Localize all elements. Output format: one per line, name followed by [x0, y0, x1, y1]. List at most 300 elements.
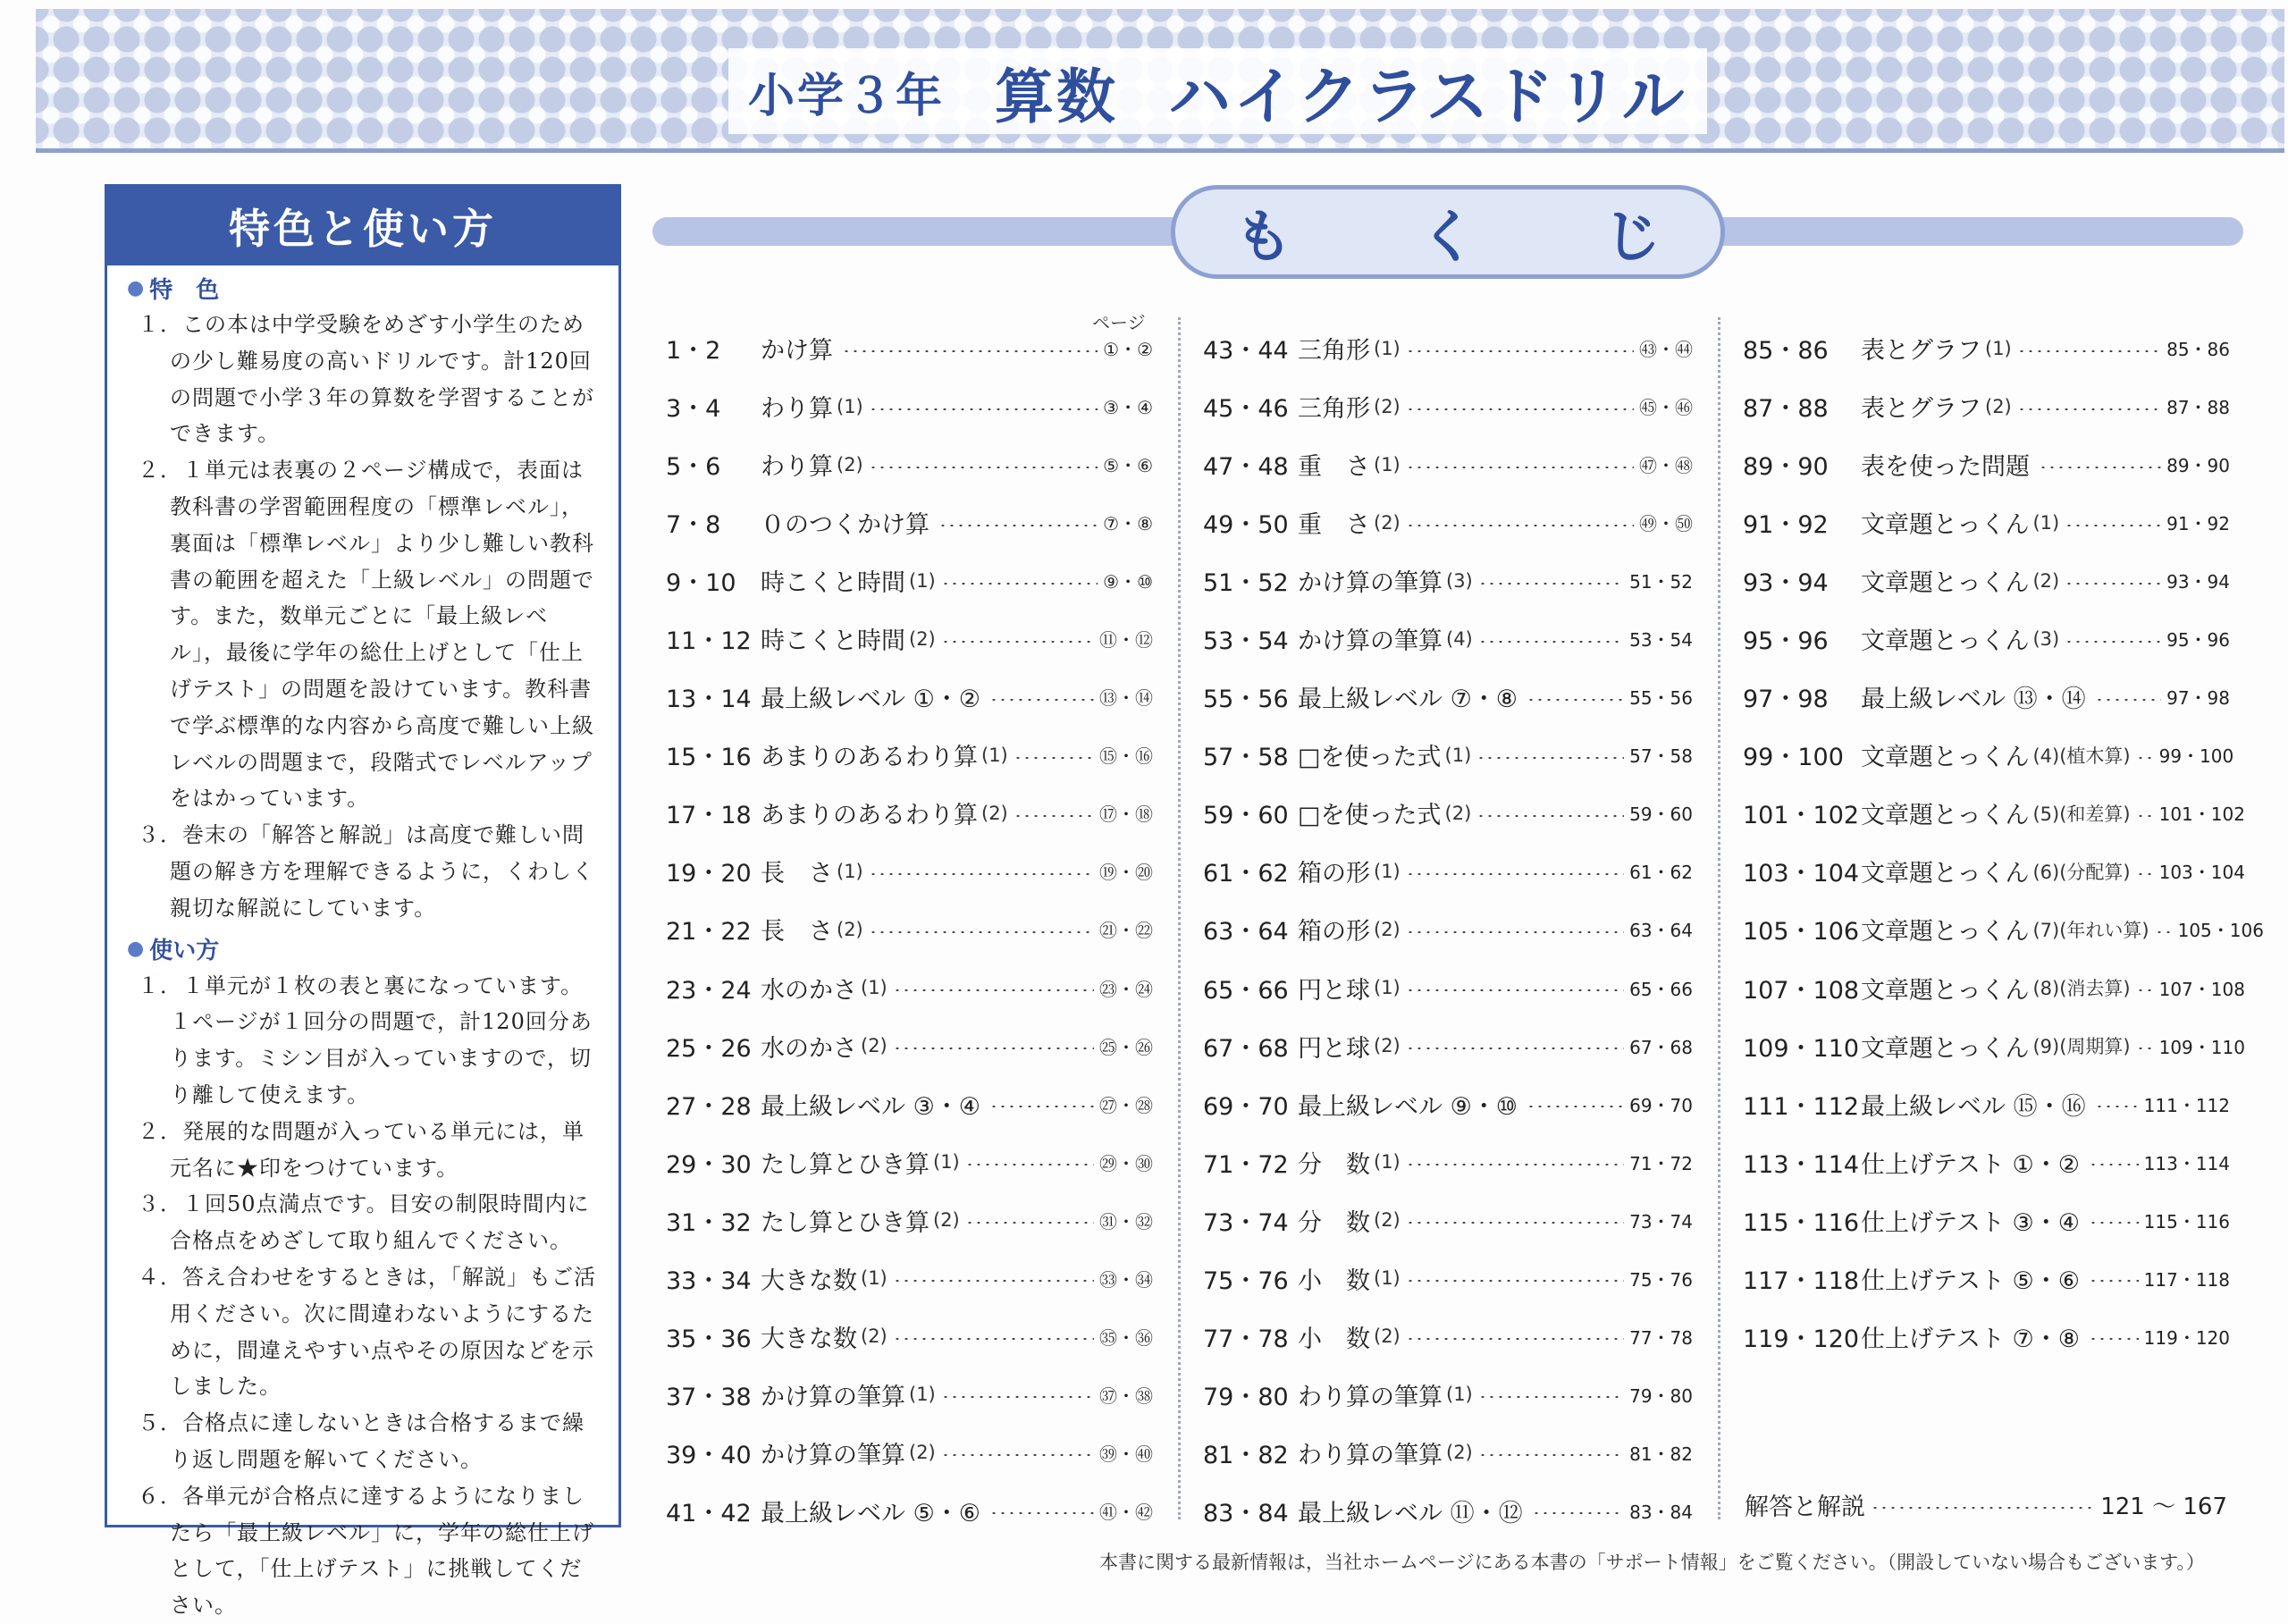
unit-title: 小 数 — [1298, 1325, 1370, 1353]
leader-dots — [869, 873, 1094, 875]
page-numbers: 105・106 — [2177, 920, 2264, 942]
features-panel — [105, 184, 621, 1619]
page-numbers: 65・66 — [1629, 978, 1693, 1000]
leader-dots — [1476, 815, 1624, 817]
unit-title: 最上級レベル ⑤・⑥ — [761, 1499, 980, 1527]
page-numbers: 57・58 — [1629, 745, 1693, 768]
leader-dots — [938, 525, 1098, 526]
page-numbers: ㉑・㉒ — [1099, 920, 1153, 942]
page-numbers: 95・96 — [2166, 629, 2230, 652]
unit-title: たし算とひき算 — [761, 1208, 930, 1237]
leader-dots — [2065, 525, 2161, 526]
page-numbers: 117・118 — [2143, 1268, 2230, 1291]
unit-number: 37・38 — [666, 1383, 752, 1411]
toc-entry[interactable] — [666, 784, 1153, 842]
page-numbers: ㊼・㊽ — [1639, 455, 1693, 477]
feature-item: ２．発展的な問題が入っている単元には，単元名に★印をつけています。 — [138, 1118, 585, 1181]
leader-dots — [1406, 1048, 1624, 1049]
toc-entry[interactable] — [1203, 1250, 1693, 1308]
unit-number: 73・74 — [1203, 1208, 1289, 1237]
answers-pages: 121 ～ 167 — [2100, 1494, 2227, 1521]
toc-entry[interactable] — [1743, 1191, 2230, 1250]
toc-entry[interactable] — [666, 551, 1153, 610]
leader-dots — [1406, 931, 1624, 933]
unit-title: かけ算 — [761, 337, 833, 366]
unit-part: (5)(和差算) — [2032, 803, 2131, 825]
leader-dots — [2155, 931, 2173, 933]
toc-entry[interactable] — [1203, 1075, 1693, 1133]
toc-entry[interactable] — [1203, 551, 1693, 610]
leader-dots — [1406, 1338, 1624, 1340]
page-numbers: 103・104 — [2158, 862, 2245, 884]
page-numbers: ㉕・㉖ — [1099, 1036, 1153, 1058]
leader-dots — [2136, 757, 2154, 759]
page-numbers: 93・94 — [2166, 571, 2230, 593]
leader-dots — [1527, 699, 1624, 701]
toc-entry[interactable] — [666, 668, 1153, 726]
toc-entry[interactable] — [666, 1482, 1153, 1540]
page-numbers: ㉓・㉔ — [1099, 978, 1153, 1000]
unit-title: 最上級レベル ⑮・⑯ — [1861, 1092, 2086, 1121]
toc-entry[interactable] — [666, 319, 1153, 377]
unit-title: たし算とひき算 — [761, 1150, 930, 1179]
toc-entry[interactable] — [1203, 1366, 1693, 1424]
answers-title: 解答と解説 — [1745, 1494, 1865, 1522]
toc-entry[interactable] — [1203, 1424, 1693, 1482]
unit-part: (2) — [861, 1325, 887, 1348]
unit-title: かけ算の筆算 — [1298, 627, 1443, 656]
toc-entry[interactable] — [666, 1250, 1153, 1308]
unit-part: (2) — [1985, 395, 2012, 417]
unit-number: 83・84 — [1203, 1499, 1289, 1527]
toc-entry[interactable] — [1203, 493, 1693, 551]
unit-title: 小 数 — [1298, 1266, 1370, 1295]
answers-entry[interactable] — [1745, 1476, 2227, 1534]
page-numbers: 111・112 — [2143, 1094, 2230, 1116]
unit-part: (9)(周期算) — [2032, 1036, 2131, 1058]
toc-entry[interactable] — [1203, 1482, 1693, 1540]
toc-entry[interactable] — [1743, 1133, 2230, 1191]
page-numbers: ⑤・⑥ — [1103, 455, 1153, 477]
unit-number: 81・82 — [1203, 1441, 1289, 1469]
page-numbers: 75・76 — [1629, 1268, 1693, 1291]
unit-title: 文章題とっくん — [1861, 918, 2030, 947]
leader-dots — [941, 583, 1098, 585]
unit-part: (1) — [1374, 977, 1401, 999]
unit-part: (4)(植木算) — [2032, 745, 2131, 767]
title-drill-name: ハイクラスドリル — [1168, 59, 1687, 133]
bullet-icon: ● — [127, 276, 145, 299]
unit-number: 49・50 — [1203, 511, 1289, 540]
toc-entry[interactable] — [1203, 1017, 1693, 1075]
leader-dots — [2017, 408, 2161, 410]
toc-entry[interactable] — [666, 1308, 1153, 1366]
toc-entry[interactable] — [666, 1424, 1153, 1482]
leader-dots — [1014, 815, 1094, 817]
unit-title: 文章題とっくん — [1861, 802, 2030, 830]
leader-dots — [2039, 467, 2161, 468]
leader-dots — [869, 467, 1098, 468]
page-numbers: 97・98 — [2166, 687, 2230, 710]
unit-title: 水のかさ — [761, 976, 857, 1005]
unit-number: 25・26 — [666, 1034, 752, 1063]
toc-entry[interactable] — [1203, 610, 1693, 668]
toc-column-3 — [1743, 319, 2264, 1517]
unit-title: 三角形 — [1298, 337, 1370, 366]
unit-number: 119・120 — [1743, 1325, 1860, 1353]
toc-entry[interactable] — [1203, 377, 1693, 435]
unit-title: 最上級レベル ⑪・⑫ — [1298, 1499, 1523, 1527]
page-numbers: ㊶・㊷ — [1099, 1501, 1153, 1523]
unit-number: 33・34 — [666, 1266, 752, 1295]
toc-entry[interactable] — [1743, 610, 2230, 668]
column-divider — [1178, 317, 1181, 1519]
leader-dots — [869, 931, 1094, 933]
unit-title: 文章題とっくん — [1861, 569, 2030, 598]
unit-part: (2) — [837, 453, 863, 475]
toc-entry[interactable] — [1743, 900, 2264, 958]
unit-title: 長 さ — [761, 860, 833, 888]
toc-entry[interactable] — [666, 726, 1153, 784]
unit-number: 53・54 — [1203, 627, 1289, 656]
toc-entry[interactable] — [666, 610, 1153, 668]
mokuji-title: も く じ — [1171, 185, 1725, 279]
leader-dots — [869, 408, 1098, 410]
leader-dots — [1406, 873, 1624, 875]
tokushoku-heading: ● 特 色 — [127, 276, 220, 304]
page-numbers: 99・100 — [2158, 745, 2234, 768]
page-numbers: 71・72 — [1629, 1152, 1693, 1174]
unit-number: 17・18 — [666, 802, 752, 830]
toc-entry[interactable] — [1203, 1133, 1693, 1191]
toc-entry[interactable] — [666, 959, 1153, 1017]
feature-item: ６．各単元が合格点に達するようになりましたら「最上級レベル」に，学年の総仕上げとして，「仕上げテスト」に挑戦してください。 — [138, 1483, 594, 1619]
features-title: 特色と使い方 — [107, 187, 618, 265]
page-numbers: 109・110 — [2158, 1036, 2245, 1058]
unit-number: 75・76 — [1203, 1266, 1289, 1295]
tsukaikata-heading: ● 使い方 — [127, 938, 220, 965]
unit-part: (1) — [1444, 744, 1472, 766]
unit-part: (1) — [837, 395, 863, 417]
unit-number: 71・72 — [1203, 1150, 1289, 1179]
unit-title: わり算 — [761, 453, 833, 482]
unit-number: 115・116 — [1743, 1208, 1860, 1237]
unit-number: 47・48 — [1203, 453, 1289, 482]
unit-title: 大きな数 — [761, 1325, 857, 1353]
unit-title: 箱の形 — [1298, 860, 1370, 888]
unit-part: (1) — [1374, 453, 1401, 475]
unit-number: 107・108 — [1743, 976, 1860, 1005]
leader-dots — [1406, 408, 1634, 410]
unit-number: 91・92 — [1743, 511, 1829, 540]
page-numbers: 113・114 — [2143, 1152, 2230, 1174]
page-column-label: ページ — [1092, 312, 1146, 333]
unit-part: (2) — [837, 918, 863, 940]
page-numbers: 107・108 — [2158, 978, 2245, 1000]
leader-dots — [2136, 873, 2154, 875]
unit-number: 111・112 — [1743, 1092, 1860, 1121]
unit-title: 最上級レベル ⑬・⑭ — [1861, 686, 2086, 714]
leader-dots — [1406, 350, 1634, 352]
page-numbers: ㉛・㉜ — [1099, 1210, 1153, 1233]
unit-number: 3・4 — [666, 395, 721, 424]
unit-part: (2) — [1446, 1442, 1473, 1464]
unit-title: 重 さ — [1298, 511, 1370, 540]
feature-item: ４．答え合わせをするときは，「解説」もご活用ください。次に間違わないようにするために，間違えやすい点やその原因などを示しました。 — [138, 1264, 596, 1400]
toc-entry[interactable] — [1743, 1308, 2230, 1366]
leader-dots — [1871, 1507, 2095, 1509]
unit-number: 13・14 — [666, 686, 752, 714]
page-numbers: ⑲・⑳ — [1099, 862, 1153, 884]
page-numbers: 83・84 — [1629, 1501, 1693, 1523]
unit-title: 仕上げテスト ⑦・⑧ — [1861, 1325, 2080, 1353]
unit-number: 101・102 — [1743, 802, 1860, 830]
toc-entry[interactable] — [1743, 1017, 2245, 1075]
toc-entry[interactable] — [1743, 493, 2230, 551]
leader-dots — [2017, 350, 2161, 352]
page-numbers: ㊺・㊻ — [1639, 397, 1693, 419]
toc-entry[interactable] — [1203, 959, 1693, 1017]
unit-part: (2) — [981, 802, 1008, 824]
unit-title: 分 数 — [1298, 1208, 1370, 1237]
unit-part: (2) — [1374, 918, 1401, 940]
leader-dots — [842, 350, 1098, 352]
unit-number: 7・8 — [666, 511, 721, 540]
unit-number: 103・104 — [1743, 860, 1860, 888]
unit-title: わり算の筆算 — [1298, 1441, 1443, 1469]
page-numbers: 53・54 — [1629, 629, 1693, 652]
unit-number: 45・46 — [1203, 395, 1289, 424]
toc-entry[interactable] — [1203, 842, 1693, 900]
toc-entry[interactable] — [666, 377, 1153, 435]
unit-title: あまりのあるわり算 — [761, 802, 978, 830]
leader-dots — [2136, 815, 2154, 817]
unit-title: 表を使った問題 — [1861, 453, 2030, 482]
feature-item: ３．巻末の「解答と解説」は高度で難しい問題の解き方を理解できるように，くわしく親切な解説にしています。 — [138, 822, 594, 921]
toc-entry[interactable] — [1203, 784, 1693, 842]
unit-number: 39・40 — [666, 1441, 752, 1469]
toc-entry[interactable] — [666, 1017, 1153, 1075]
toc-entry[interactable] — [666, 1133, 1153, 1191]
leader-dots — [941, 641, 1094, 643]
leader-dots — [1476, 757, 1624, 759]
leader-dots — [965, 1222, 1094, 1224]
page-numbers: 61・62 — [1629, 862, 1693, 884]
tsukaikata-section — [107, 930, 618, 1624]
unit-title: かけ算の筆算 — [1298, 569, 1443, 598]
unit-number: 55・56 — [1203, 686, 1289, 714]
page-numbers: ㉝・㉞ — [1099, 1268, 1153, 1291]
unit-number: 57・58 — [1203, 744, 1289, 772]
unit-number: 43・44 — [1203, 337, 1289, 366]
unit-title: 最上級レベル ①・② — [761, 686, 980, 714]
unit-title: 仕上げテスト ③・④ — [1861, 1208, 2080, 1237]
unit-part: (1) — [1374, 337, 1401, 359]
unit-part: (2) — [909, 627, 936, 650]
unit-title: わり算 — [761, 395, 833, 424]
unit-number: 29・30 — [666, 1150, 752, 1179]
leader-dots — [893, 1280, 1094, 1282]
unit-number: 59・60 — [1203, 802, 1289, 830]
unit-number: 77・78 — [1203, 1325, 1289, 1353]
unit-part: (2) — [1374, 395, 1401, 417]
unit-part: (2) — [1374, 1035, 1401, 1057]
unit-part: (3) — [2032, 627, 2060, 650]
unit-number: 11・12 — [666, 627, 752, 656]
page-numbers: ㊲・㊳ — [1099, 1384, 1153, 1407]
page-numbers: ㉙・㉚ — [1099, 1152, 1153, 1174]
toc-entry[interactable] — [666, 842, 1153, 900]
unit-number: 109・110 — [1743, 1034, 1860, 1063]
bullet-icon: ● — [127, 938, 145, 961]
unit-part: (1) — [837, 860, 863, 882]
unit-title: 表とグラフ — [1861, 337, 1981, 366]
leader-dots — [1406, 467, 1634, 468]
unit-title: 時こくと時間 — [761, 569, 905, 598]
unit-title: 仕上げテスト ⑤・⑥ — [1861, 1266, 2080, 1295]
leader-dots — [1478, 583, 1624, 585]
leader-dots — [2065, 641, 2161, 643]
leader-dots — [1532, 1512, 1625, 1514]
tsukaikata-list — [127, 968, 599, 1624]
toc-entry[interactable] — [666, 1366, 1153, 1424]
feature-item: ２．１単元は表裏の２ページ構成で，表面は教科書の学習範囲程度の「標準レベル」，裏面は「標準レベル」より少し難しい教科書の範囲を超えた「上級レベル」の問題です。また，数単元ごとに「最上級レベル」，最後に学年の総仕上げとして「仕上げテスト」の問題を設けています。教科書で学ぶ標準的な内容から高度で難しい上級レベルの問題まで，段階式でレベルアップをはかっています。 — [138, 458, 594, 812]
toc-entry[interactable] — [1743, 668, 2230, 726]
page-numbers: ⑮・⑯ — [1099, 745, 1153, 768]
page-numbers: 89・90 — [2166, 455, 2230, 477]
unit-title: 仕上げテスト ①・② — [1861, 1150, 2080, 1179]
unit-part: (1) — [909, 569, 936, 592]
toc-entry[interactable] — [1743, 435, 2230, 493]
unit-title: 時こくと時間 — [761, 627, 905, 656]
page-numbers: ①・② — [1103, 339, 1153, 361]
unit-title: 文章題とっくん — [1861, 511, 2030, 540]
unit-part: (2) — [1374, 1325, 1401, 1348]
title-grade: 小学３年 — [748, 69, 946, 123]
unit-title: 長 さ — [761, 918, 833, 947]
toc-entry[interactable] — [666, 435, 1153, 493]
title-subject: 算数 — [995, 62, 1119, 131]
unit-title: 重 さ — [1298, 453, 1370, 482]
leader-dots — [1406, 1222, 1624, 1224]
tokushoku-list — [127, 307, 599, 927]
toc-entry[interactable] — [1203, 319, 1693, 377]
unit-number: 23・24 — [666, 976, 752, 1005]
toc-entry[interactable] — [1743, 377, 2230, 435]
unit-title: 箱の形 — [1298, 918, 1370, 947]
page-numbers: ⑬・⑭ — [1099, 687, 1153, 710]
unit-title: 分 数 — [1298, 1150, 1370, 1179]
toc-entry[interactable] — [1743, 959, 2245, 1017]
toc-column-2 — [1203, 319, 1693, 1527]
page-numbers: ⑦・⑧ — [1103, 513, 1153, 535]
leader-dots — [989, 1106, 1094, 1107]
unit-title: 最上級レベル ⑦・⑧ — [1298, 686, 1518, 714]
leader-dots — [1406, 1280, 1624, 1282]
leader-dots — [989, 699, 1094, 701]
toc-entry[interactable] — [666, 1075, 1153, 1133]
toc-entry[interactable] — [1203, 1191, 1693, 1250]
unit-number: 51・52 — [1203, 569, 1289, 598]
unit-part: (2) — [2032, 569, 2060, 592]
page-numbers: 101・102 — [2158, 804, 2245, 826]
unit-part: (1) — [933, 1151, 960, 1174]
unit-title: 最上級レベル ⑨・⑩ — [1298, 1092, 1518, 1121]
toc-entry[interactable] — [1743, 784, 2245, 842]
page-numbers: 81・82 — [1629, 1443, 1693, 1465]
page-numbers: ⑨・⑩ — [1103, 571, 1153, 593]
leader-dots — [1406, 1164, 1624, 1165]
unit-part: (1) — [909, 1384, 936, 1406]
unit-part: (2) — [861, 1035, 887, 1057]
unit-title: 円と球 — [1298, 1034, 1370, 1063]
toc-entry[interactable] — [666, 1191, 1153, 1250]
toc-entry[interactable] — [1203, 435, 1693, 493]
unit-title: あまりのあるわり算 — [761, 744, 978, 772]
unit-title: □を使った式 — [1298, 802, 1442, 830]
toc-entry[interactable] — [666, 900, 1153, 958]
column-divider — [1718, 317, 1720, 1519]
unit-number: 67・68 — [1203, 1034, 1289, 1063]
page-numbers: 87・88 — [2166, 397, 2230, 419]
leader-dots — [1014, 757, 1094, 759]
leader-dots — [1478, 641, 1624, 643]
unit-part: (1) — [2032, 511, 2060, 534]
unit-number: 41・42 — [666, 1499, 752, 1527]
unit-title: 円と球 — [1298, 976, 1370, 1005]
page-numbers: ③・④ — [1103, 397, 1153, 419]
unit-number: 99・100 — [1743, 744, 1844, 772]
toc-entry[interactable] — [1743, 1250, 2230, 1308]
unit-title: かけ算の筆算 — [761, 1441, 905, 1469]
toc-entry[interactable] — [1203, 900, 1693, 958]
leader-dots — [1406, 525, 1634, 526]
unit-part: (2) — [1444, 802, 1472, 824]
toc-entry[interactable] — [1203, 668, 1693, 726]
toc-entry[interactable] — [1743, 551, 2230, 610]
unit-number: 113・114 — [1743, 1150, 1860, 1179]
toc-entry[interactable] — [1743, 726, 2234, 784]
toc-entry[interactable] — [1743, 1075, 2230, 1133]
unit-part: (1) — [1985, 337, 2012, 359]
unit-number: 31・32 — [666, 1208, 752, 1237]
leader-dots — [2089, 1338, 2139, 1340]
unit-part: (7)(年れい算) — [2032, 919, 2149, 941]
toc-entry[interactable] — [1743, 319, 2230, 377]
leader-dots — [893, 1338, 1094, 1340]
page-numbers: 59・60 — [1629, 804, 1693, 826]
page-numbers: ㊾・㊿ — [1639, 513, 1693, 535]
unit-number: 87・88 — [1743, 395, 1829, 424]
leader-dots — [1406, 989, 1624, 991]
unit-number: 35・36 — [666, 1325, 752, 1353]
toc-entry[interactable] — [1203, 1308, 1693, 1366]
unit-part: (2) — [1374, 1209, 1401, 1232]
toc-entry[interactable] — [1743, 842, 2245, 900]
unit-number: 65・66 — [1203, 976, 1289, 1005]
unit-number: 1・2 — [666, 337, 721, 366]
toc-entry[interactable] — [666, 493, 1153, 551]
leader-dots — [1478, 1454, 1624, 1456]
toc-entry[interactable] — [1203, 726, 1693, 784]
header-banner — [36, 9, 2284, 153]
page-numbers: 55・56 — [1629, 687, 1693, 710]
unit-part: (1) — [861, 977, 887, 999]
leader-dots — [2089, 1280, 2139, 1282]
page-numbers: 91・92 — [2166, 513, 2230, 535]
unit-part: (3) — [1446, 569, 1473, 592]
unit-part: (2) — [909, 1442, 936, 1464]
